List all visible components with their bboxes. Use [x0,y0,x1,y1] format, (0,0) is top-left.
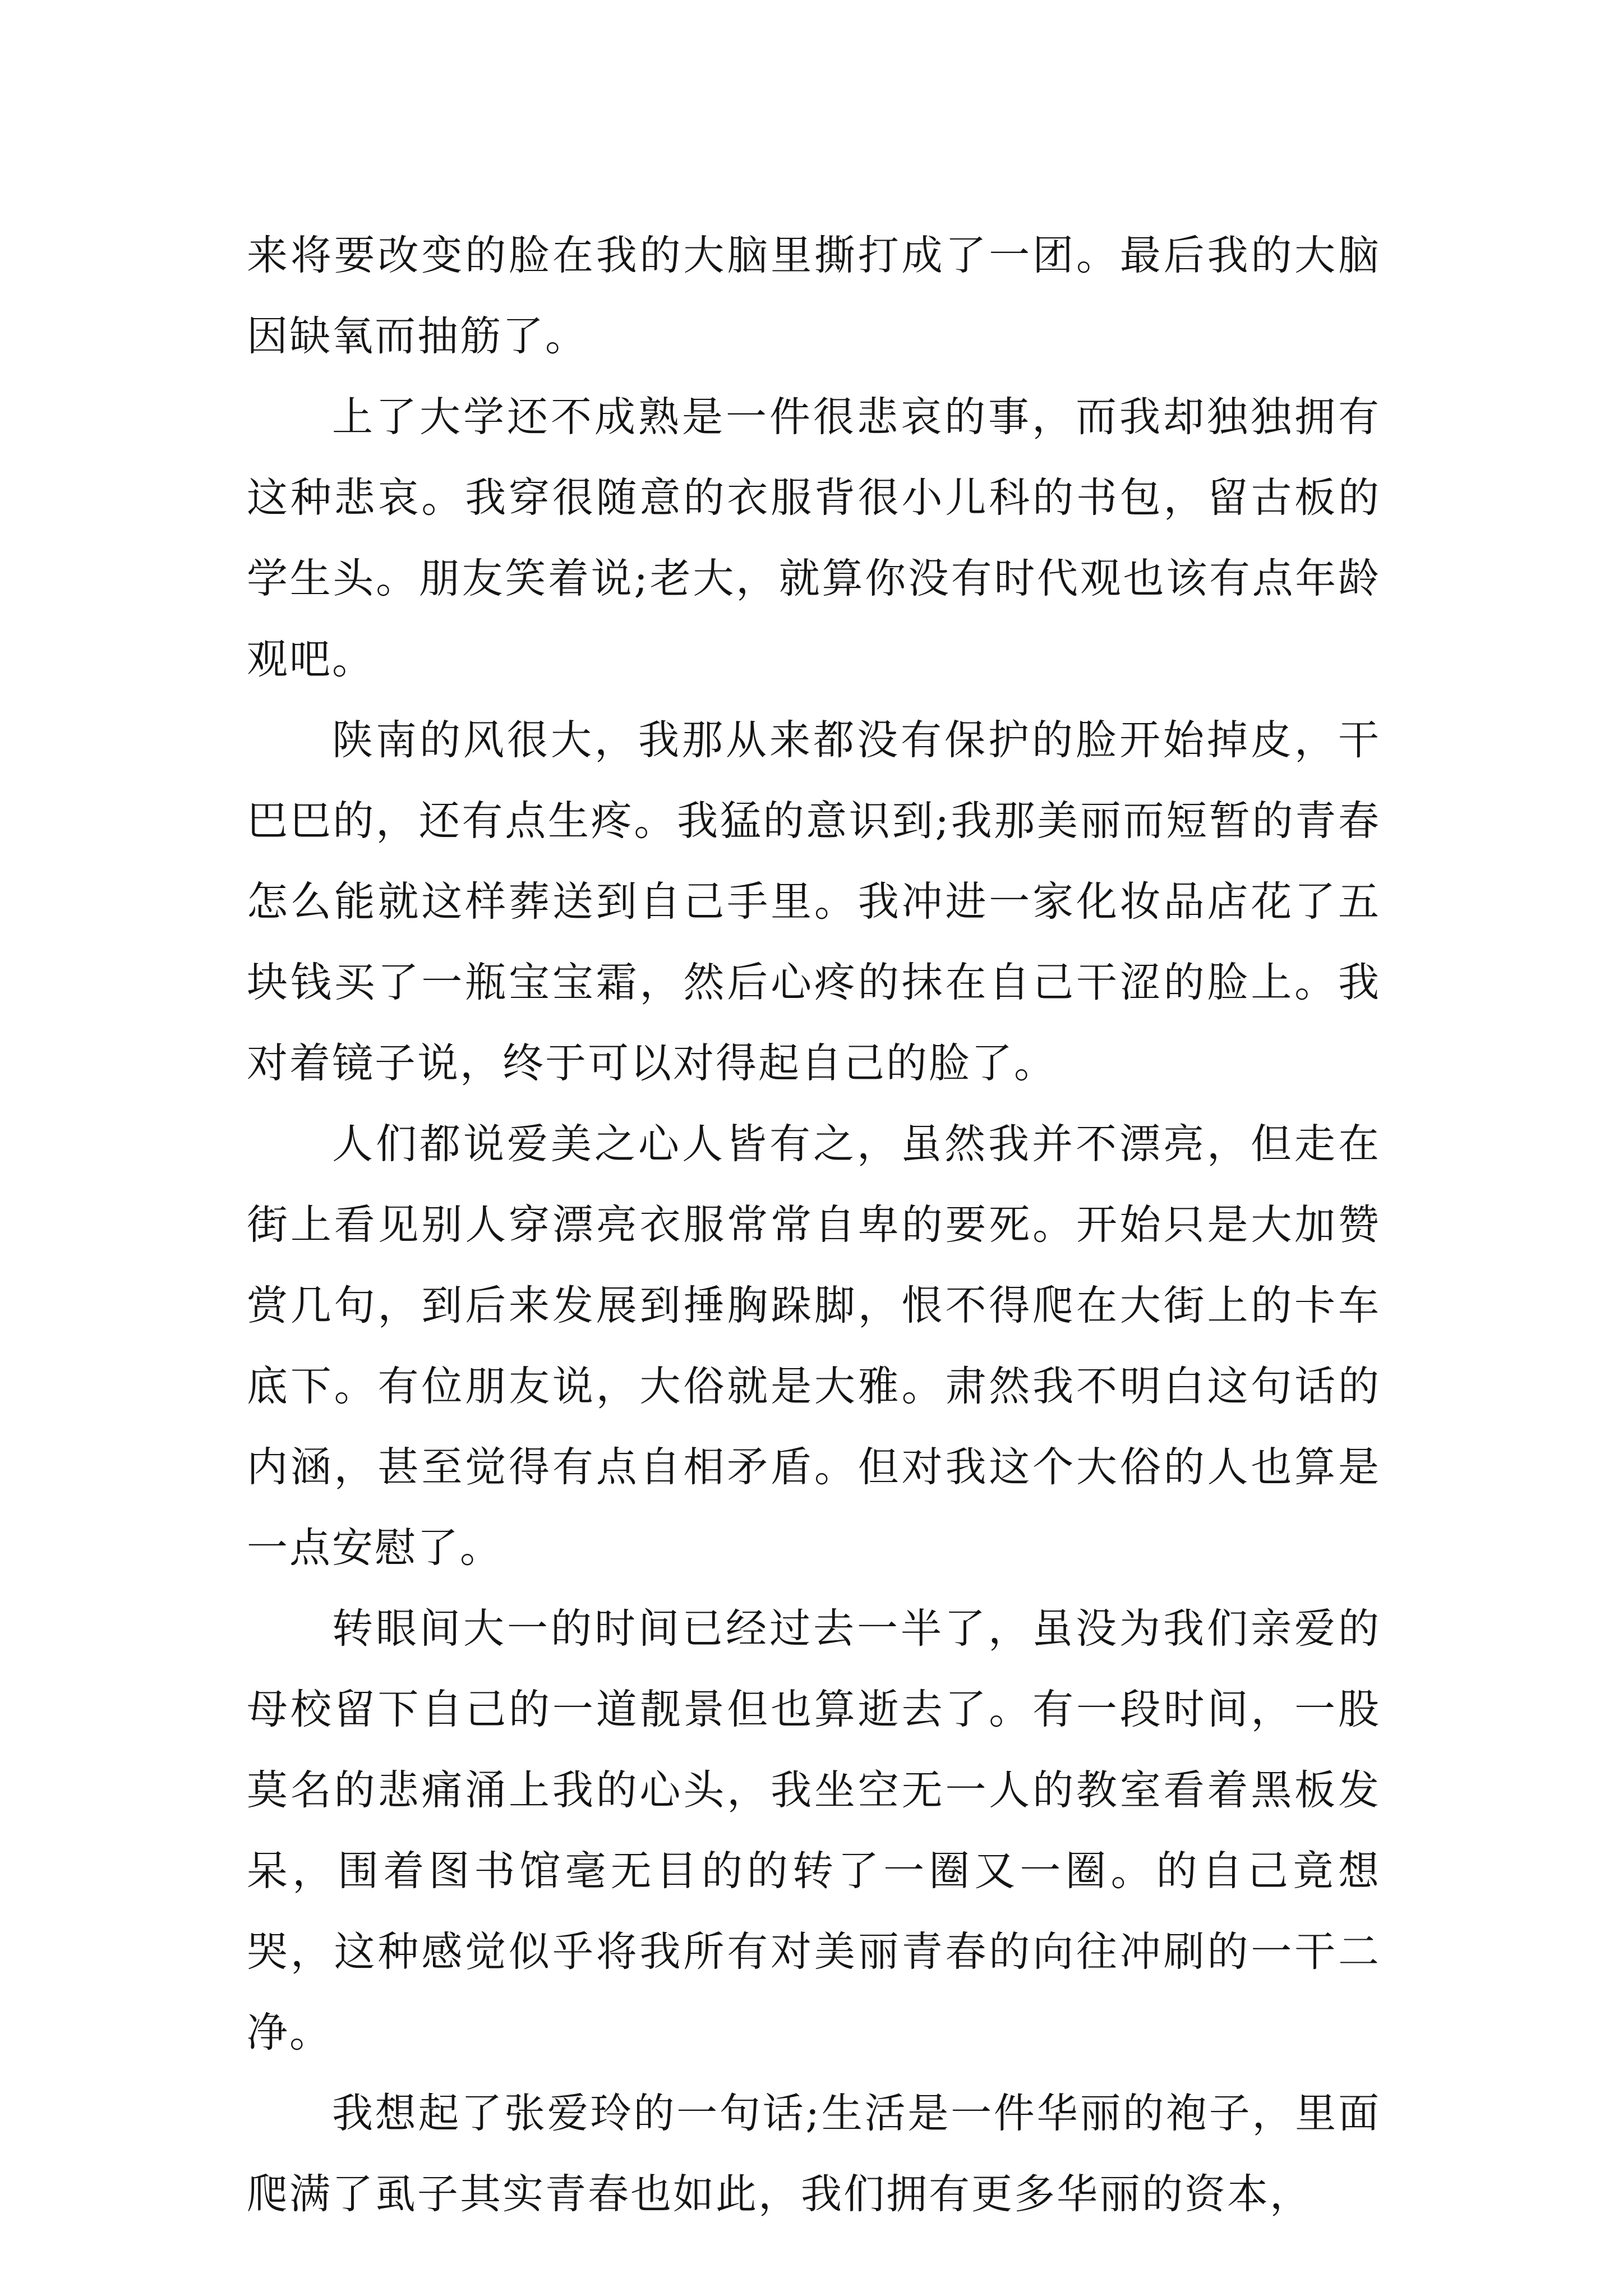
paragraph-6: 我想起了张爱玲的一句话;生活是一件华丽的袍子，里面爬满了虱子其实青春也如此，我们拥有更多华丽的资本， [247,2090,1381,2218]
paragraph-5: 转眼间大一的时间已经过去一半了，虽没为我们亲爱的母校留下自己的一道靓景但也算逝去了。有一段时间，一股莫名的悲痛涌上我的心头，我坐空无一人的教室看着黑板发呆，围着图书馆毫无目的的转了一圈又一圈。的自己竟想哭，这种感觉似乎将我所有对美丽青春的向往冲刷的一干二净。 [247,1605,1381,2056]
paragraph-4: 人们都说爱美之心人皆有之，虽然我并不漂亮，但走在街上看见别人穿漂亮衣服常常自卑的要死。开始只是大加赞赏几句，到后来发展到捶胸跺脚，恨不得爬在大街上的卡车底下。有位朋友说，大俗就是大雅。肃然我不明白这句话的内涵，甚至觉得有点自相矛盾。但对我这个大俗的人也算是一点安慰了。 [247,1120,1381,1572]
paragraph-2: 上了大学还不成熟是一件很悲哀的事，而我却独独拥有这种悲哀。我穿很随意的衣服背很小儿科的书包，留古板的学生头。朋友笑着说;老大，就算你没有时代观也该有点年龄观吧。 [247,393,1381,683]
paragraph-1: 来将要改变的脸在我的大脑里撕打成了一团。最后我的大脑因缺氧而抽筋了。 [247,232,1381,360]
body-text [247,215,1381,2235]
paragraph-3: 陕南的风很大，我那从来都没有保护的脸开始掉皮，干巴巴的，还有点生疼。我猛的意识到;我那美丽而短暂的青春怎么能就这样葬送到自己手里。我冲进一家化妆品店花了五块钱买了一瓶宝宝霜，然后心疼的抹在自己干涩的脸上。我对着镜子说，终于可以对得起自己的脸了。 [247,716,1381,1087]
